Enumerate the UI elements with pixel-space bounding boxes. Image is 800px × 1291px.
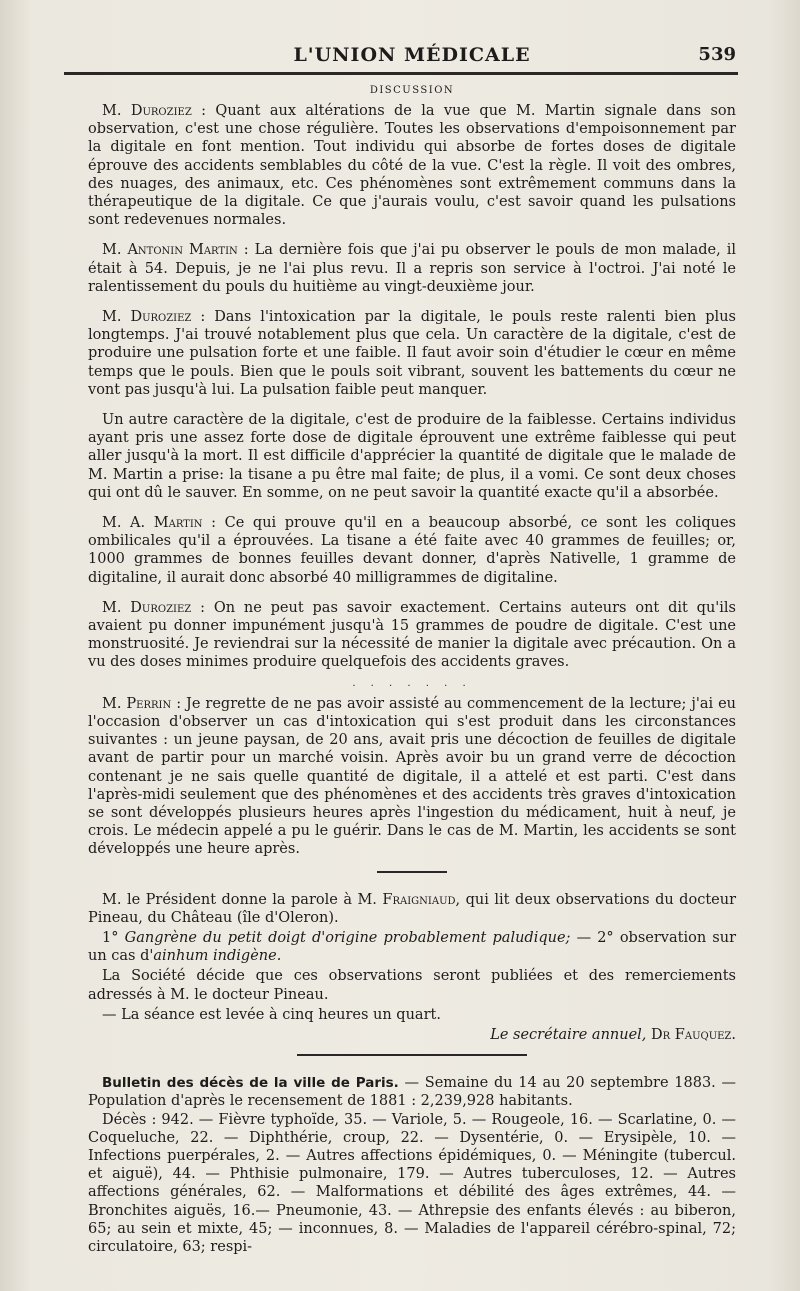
signature-role: Le secrétaire annuel, (490, 1026, 647, 1043)
paragraph-decision: La Société décide que ces observations seront publiées et des remerciements adressés à M. le docteur Pineau. (88, 968, 736, 1003)
journal-title: L'UNION MÉDICALE (293, 44, 531, 66)
bulletin-body: Décès : 942. — Fièvre typhoïde, 35. — Variole, 5. — Rougeole, 16. — Scarlatine, 0. — Coqueluche, 22. — Diphthérie, croup, 22. — Dysentérie, 0. — Erysipèle, 10. — Infections puerpérales, 2. — Autres affections épidémiques, 0. — Méningite (tubercul. et aiguë), 44. — Phthisie pulmonaire, 179. — Autres tuberculoses, 12. — Autres affections générales, 62. — Malformations et débilité des âges extrêmes, 44. — Bronchites aiguës, 16.— Pneumonie, 43. — Athrepsie des enfants élevés : au biberon, 65; au sein et mixte, 45; — inconnues, 8. — Maladies de l'appareil cérébro-spinal, 72; circulatoire, 63; respi- (88, 1111, 736, 1255)
bulletin-intro: — Semaine du 14 au 20 septembre 1883. — Population d'après le recensement de 1881 : 2,239,928 habitants. (88, 1075, 736, 1110)
paragraph-text: , qui lit deux observations du docteur Pineau, du Château (île d'Oleron). (88, 891, 736, 926)
paragraph-duroziez-3 (88, 411, 736, 502)
paragraph-observations (88, 929, 736, 965)
list-number: 1° (102, 929, 125, 946)
signature (88, 1026, 736, 1044)
paragraph-text: Quant aux altérations de la vue que M. Martin signale dans son observation, c'est une chose régulière. Toutes les observations d'empoisonnement par la digitale en font mention. Tout individu qui absorbe de fortes doses de digitale éprouve des accidents semblables du côté de la vue. C'est la règle. Il voit des ombres, des nuages, des animaux, etc. Ces phénomènes sont extrêmement communs dans la thérapeutique de la digitale. Ce que j'aurais voulu, c'est savoir quand les pulsations sont redevenues normales. (88, 103, 736, 229)
paragraph-text: Ce qui prouve qu'il en a beaucoup absorbé, ce sont les coliques ombilicales qu'il a éprouvées. La tisane a été faite avec 40 grammes de feuilles; or, 1000 grammes de bonnes feuilles devant donner, d'après Nativelle, 1 gramme de digitaline, il aurait donc absorbé 40 milligrammes de digitaline. (88, 515, 736, 586)
speaker-name: M. Perrin : (102, 695, 182, 712)
paragraph-duroziez-2 (88, 308, 736, 399)
section-divider (377, 871, 447, 873)
paragraph-text: Un autre caractère de la digitale, c'est de produire de la faiblesse. Certains individus ayant pris une assez forte dose de digitale éprouvent une extrême faiblesse qui peut aller jusqu'à la mort. Il est difficile d'apprécier la quantité de digitale que le malade de M. Martin a prise: la tisane a pu être mal faite; de plus, il a vomi. Ce sont deux choses qui ont dû le sauver. En somme, on ne peut savoir la quantité exacte qu'il a absorbée. (88, 412, 736, 501)
bulletin-title: Bulletin des décès de la ville de Paris. (102, 1075, 399, 1092)
header-rule (64, 72, 738, 75)
speaker-name: M. Duroziez : (102, 309, 206, 326)
signature-name: Dr Fauquez. (651, 1026, 736, 1043)
paragraph-text: — 2° observation sur un cas d' (88, 929, 736, 965)
paragraph-text: Dans l'intoxication par la digitale, le pouls reste ralenti bien plus longtemps. J'ai trouvé notablement plus que cela. Un caractère de la digitale, c'est de produire une pulsation forte et une faible. Il faut avoir soin d'étudier le cœur en même temps que le pouls. Bien que le pouls soit vibrant, souvent les battements du cœur ne vont pas jusqu'à lui. La pulsation faible peut manquer. (88, 309, 736, 398)
page-number: 539 (698, 44, 736, 65)
running-head (88, 38, 736, 68)
paragraph-martin-2 (88, 514, 736, 587)
speaker-name: M. A. Martin : (102, 515, 217, 532)
paragraph-perrin (88, 695, 736, 859)
death-bulletin (88, 1074, 736, 1256)
bulletin-divider (297, 1054, 527, 1056)
section-heading: DISCUSSION (369, 85, 455, 96)
speaker-name: M. Antonin Martin : (102, 242, 249, 259)
paragraph-text: La dernière fois que j'ai pu observer le pouls de mon malade, il était à 54. Depuis, je ne l'ai plus revu. Il a repris son service à l'octroi. J'ai noté le ralentissement du pouls du huitième au vingt-deuxième jour. (88, 242, 736, 295)
observation-title-1: Gangrène du petit doigt d'origine probablement paludique; (124, 929, 571, 946)
paragraph-president (88, 891, 736, 927)
observation-title-2: ainhum indigène. (153, 948, 282, 965)
speaker-name: M. Duroziez : (102, 599, 205, 616)
paragraph-martin-1 (88, 241, 736, 296)
ellipsis-divider: . . . . . . . (352, 677, 472, 689)
bulletin-heading (88, 1074, 736, 1110)
person-name: Fraigniaud (382, 891, 456, 908)
speaker-name: M. Duroziez : (102, 103, 207, 119)
paragraph-text: Je regrette de ne pas avoir assisté au commencement de la lecture; j'ai eu l'occasion d'observer un cas d'intoxication qui s'est produit dans les circonstances suivantes : un jeune paysan, de 20 ans, avait pris une décoction de feuilles de digitale avant de partir pour un marché voisin. Après avoir bu un grand verre de décoction contenant je ne sais quelle quantité de digitale, il a attelé et est parti. C'est dans l'après-midi seulement que des phénomènes et des accidents très graves d'intoxication se sont développés plusieurs heures après l'ingestion du médicament, huit à neuf, je crois. Le médecin appelé a pu le guérir. Dans le cas de M. Martin, les accidents se sont développés une heure après. (88, 695, 737, 858)
paragraph-duroziez-1 (88, 102, 736, 229)
paragraph-closing: — La séance est levée à cinq heures un quart. (102, 1006, 441, 1023)
paragraph-text: M. le Président donne la parole à M. (102, 891, 383, 908)
paragraph-duroziez-4 (88, 599, 736, 672)
paragraph-text: On ne peut pas savoir exactement. Certains auteurs ont dit qu'ils avaient pu donner impunément jusqu'à 15 grammes de poudre de digitale. C'est une monstruosité. Je reviendrai sur la nécessité de manier la digitale avec précaution. On a vu des doses minimes produire quelquefois des accidents graves. (88, 599, 736, 671)
